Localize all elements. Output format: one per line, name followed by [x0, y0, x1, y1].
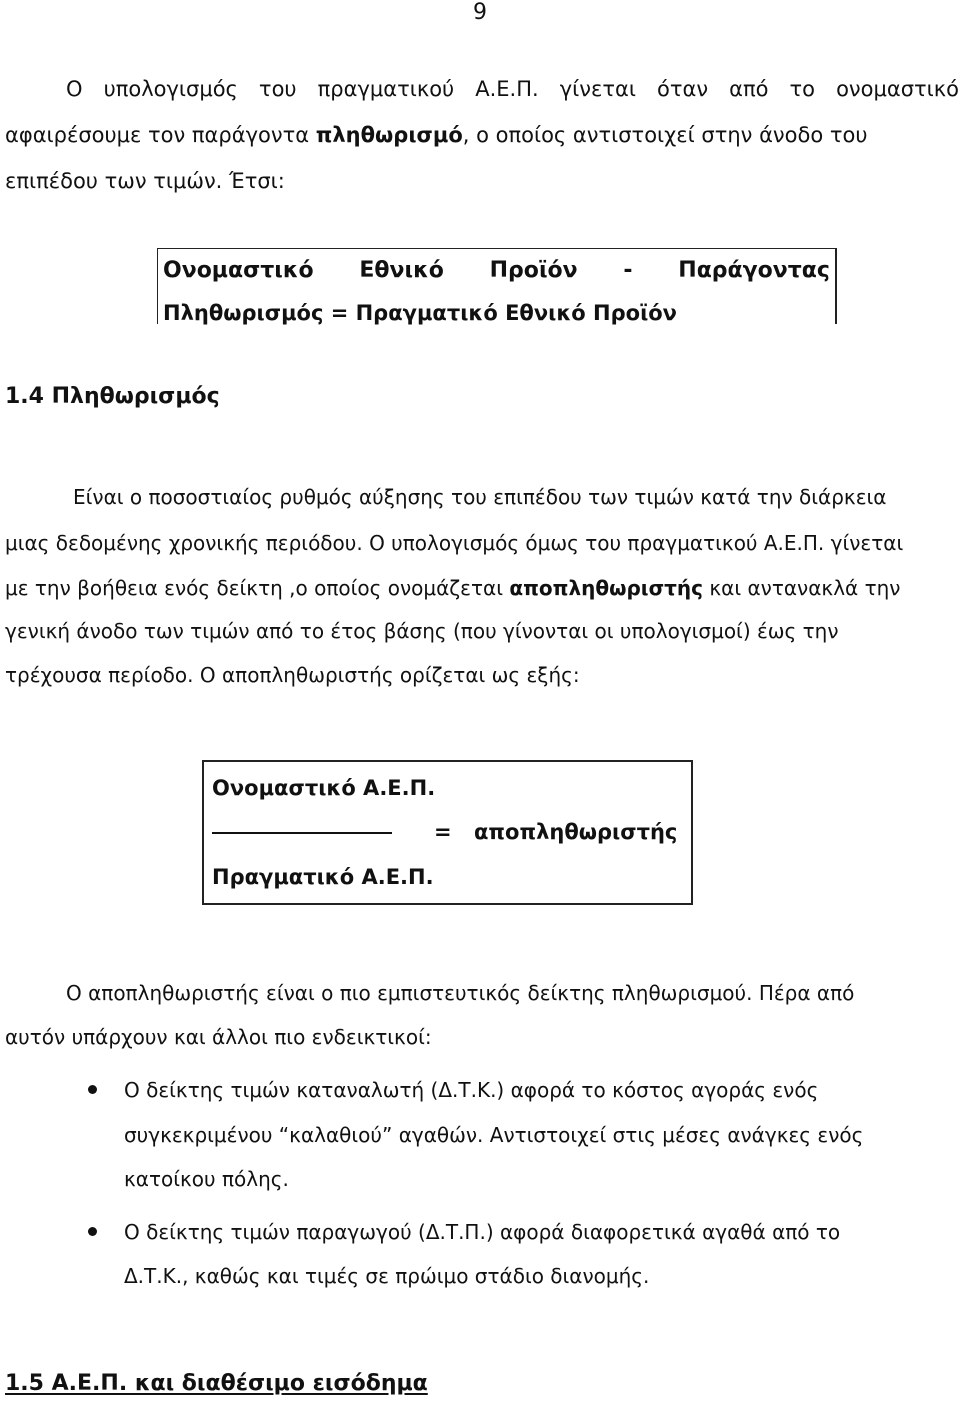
fraction-line — [212, 832, 392, 834]
bullet-1-line-3: κατοίκου πόλης. — [124, 1167, 289, 1191]
inflation-term: πληθωρισμό — [315, 123, 463, 147]
bullet-marker — [88, 1227, 97, 1236]
formula-box-1-right-border — [835, 248, 837, 324]
intro-line-1-word: Ο — [66, 77, 83, 101]
bullet-marker — [88, 1085, 97, 1094]
deflator-term: αποπληθωριστής — [509, 576, 704, 600]
intro-line-1-word: το — [789, 77, 816, 101]
intro-line-1-word: γίνεται — [559, 77, 636, 101]
intro-line-1-word: του — [258, 77, 297, 101]
section-1-4-line-3 — [5, 578, 900, 598]
section-1-5-heading: 1.5 Α.Ε.Π. και διαθέσιμο εισόδημα — [5, 1371, 428, 1396]
formula-1-line-1-word: Παράγοντας — [678, 258, 830, 283]
intro-line-1-word: Α.Ε.Π. — [475, 77, 539, 101]
section-1-4-line-3-post: και αντανακλά την — [709, 576, 901, 600]
intro-line-2-pre: αφαιρέσουμε τον παράγοντα — [5, 123, 310, 147]
intro-line-1-word: υπολογισμός — [103, 77, 238, 101]
section-1-4-heading: 1.4 Πληθωρισμός — [5, 384, 220, 409]
after-line-2: αυτόν υπάρχουν και άλλοι πιο ενδεικτικοί: — [5, 1025, 432, 1049]
page-number: 9 — [473, 0, 487, 25]
bullet-1-line-2: συγκεκριμένου “καλαθιού” αγαθών. Αντιστοιχεί στις μέσες ανάγκες ενός — [124, 1123, 864, 1147]
section-1-4-line-5: τρέχουσα περίοδο. Ο αποπληθωριστής ορίζεται ως εξής: — [5, 663, 580, 687]
formula-1-line-2: Πληθωρισμός = Πραγματικό Εθνικό Προϊόν — [163, 301, 677, 325]
formula-1-line-1 — [163, 260, 830, 282]
section-1-4-line-2: μιας δεδομένης χρονικής περιόδου. Ο υπολογισμός όμως του πραγματικού Α.Ε.Π. γίνεται — [5, 531, 904, 555]
formula-1-line-1-word: Εθνικό — [359, 258, 444, 283]
bullet-1-line-1: Ο δείκτης τιμών καταναλωτή (Δ.Τ.Κ.) αφορά το κόστος αγοράς ενός — [124, 1078, 819, 1102]
formula-2-equals: = — [434, 820, 452, 844]
intro-line-2-post: , ο οποίος αντιστοιχεί στην άνοδο του — [462, 123, 868, 147]
intro-line-1 — [66, 79, 959, 100]
intro-line-1-word: ονομαστικό — [836, 77, 959, 101]
intro-line-1-word: όταν — [657, 77, 709, 101]
bullet-2-line-2: Δ.Τ.Κ., καθώς και τιμές σε πρώιμο στάδιο διανομής. — [124, 1264, 650, 1288]
section-1-4-line-3-pre: με την βοήθεια ενός δείκτη ,ο οποίος ονομάζεται — [5, 576, 503, 600]
formula-1-line-1-word: Προϊόν — [489, 258, 578, 283]
section-1-4-line-1: Είναι ο ποσοστιαίος ρυθμός αύξησης του επιπέδου των τιμών κατά την διάρκεια — [73, 485, 887, 509]
bullet-2-line-1: Ο δείκτης τιμών παραγωγού (Δ.Τ.Π.) αφορά διαφορετικά αγαθά από το — [124, 1220, 841, 1244]
formula-1-line-1-word: Ονομαστικό — [163, 258, 314, 283]
intro-line-1-word: πραγματικού — [317, 77, 455, 101]
formula-box-1-top-border — [157, 248, 837, 249]
intro-line-1-word: από — [729, 77, 769, 101]
formula-box-1-left-border — [157, 248, 158, 324]
section-1-4-line-4: γενική άνοδο των τιμών από το έτος βάσης (που γίνονται οι υπολογισμοί) έως την — [5, 619, 839, 643]
formula-2-result: αποπληθωριστής — [474, 820, 678, 844]
intro-line-3: επιπέδου των τιμών. Έτσι: — [5, 169, 285, 193]
after-line-1: Ο αποπληθωριστής είναι ο πιο εμπιστευτικός δείκτης πληθωρισμού. Πέρα από — [66, 981, 855, 1005]
formula-2-denominator: Πραγματικό Α.Ε.Π. — [212, 865, 434, 889]
intro-line-2 — [5, 125, 868, 146]
formula-1-line-1-word: - — [623, 258, 633, 283]
formula-2-numerator: Ονομαστικό Α.Ε.Π. — [212, 776, 436, 800]
